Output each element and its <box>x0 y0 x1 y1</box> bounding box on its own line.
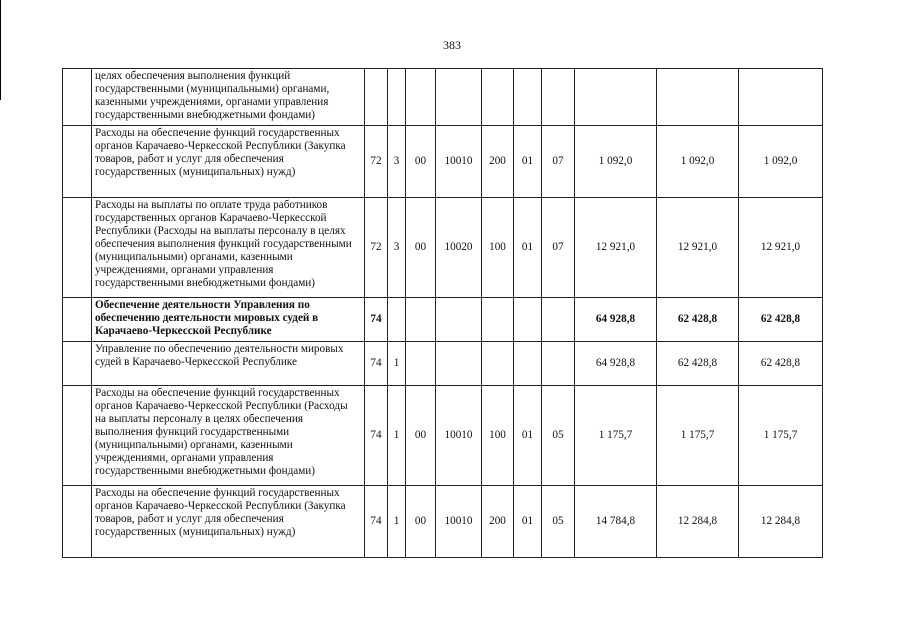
description-cell: Обеспечение деятельности Управления по обеспечению деятельности мировых судей в Карачаево-Черкесской Республике <box>92 298 365 342</box>
subprogram-code-cell <box>406 69 436 126</box>
expense-type-cell <box>482 69 514 126</box>
amount-year3-cell: 12 921,0 <box>739 198 823 298</box>
amount-year1-cell: 64 928,8 <box>575 342 657 386</box>
program-code-cell <box>388 298 406 342</box>
description-cell: Расходы на выплаты по оплате труда работников государственных органов Карачаево-Черкесской Республики (Расходы на выплаты персоналу в целях обеспечения выполнения функций государственными (муниципальными) органами, казенными учреждениями, органами управления государственными внебюджетными фондами) <box>92 198 365 298</box>
row-index-cell <box>63 342 92 386</box>
program-code-cell: 1 <box>388 386 406 486</box>
program-code-cell: 1 <box>388 342 406 386</box>
subsection-cell: 05 <box>542 486 575 558</box>
amount-year3-cell: 1 092,0 <box>739 126 823 198</box>
section-cell <box>514 69 542 126</box>
amount-year2-cell: 12 921,0 <box>657 198 739 298</box>
subsection-cell: 05 <box>542 386 575 486</box>
table-row <box>63 126 823 198</box>
expense-type-cell: 100 <box>482 386 514 486</box>
section-cell: 01 <box>514 486 542 558</box>
table-row <box>63 198 823 298</box>
amount-year2-cell: 62 428,8 <box>657 298 739 342</box>
subsection-cell <box>542 298 575 342</box>
description-cell: Расходы на обеспечение функций государственных органов Карачаево-Черкесской Республики (Закупка товаров, работ и услуг для обеспечения государственных (муниципальных) нужд) <box>92 126 365 198</box>
amount-year2-cell: 12 284,8 <box>657 486 739 558</box>
amount-year3-cell: 62 428,8 <box>739 298 823 342</box>
amount-year1-cell <box>575 69 657 126</box>
description-cell: Расходы на обеспечение функций государственных органов Карачаево-Черкесской Республики (Расходы на выплаты персоналу в целях обеспечения выполнения функций государственными (муниципальными) органами, казенными учреждениями, органами управления государственными внебюджетными фондами) <box>92 386 365 486</box>
section-cell <box>514 298 542 342</box>
table-row <box>63 69 823 126</box>
direction-code-cell: 10010 <box>436 486 482 558</box>
subsection-cell: 07 <box>542 126 575 198</box>
admin-code-cell: 74 <box>365 486 388 558</box>
subprogram-code-cell: 00 <box>406 486 436 558</box>
amount-year2-cell <box>657 69 739 126</box>
row-index-cell <box>63 126 92 198</box>
amount-year3-cell: 62 428,8 <box>739 342 823 386</box>
table-row <box>63 386 823 486</box>
row-index-cell <box>63 298 92 342</box>
direction-code-cell: 10010 <box>436 126 482 198</box>
expense-type-cell: 200 <box>482 126 514 198</box>
program-code-cell: 1 <box>388 486 406 558</box>
amount-year1-cell: 1 175,7 <box>575 386 657 486</box>
admin-code-cell: 74 <box>365 298 388 342</box>
amount-year3-cell <box>739 69 823 126</box>
section-cell <box>514 342 542 386</box>
direction-code-cell: 10020 <box>436 198 482 298</box>
amount-year2-cell: 62 428,8 <box>657 342 739 386</box>
row-index-cell <box>63 198 92 298</box>
subprogram-code-cell: 00 <box>406 126 436 198</box>
subprogram-code-cell: 00 <box>406 198 436 298</box>
description-cell: Расходы на обеспечение функций государственных органов Карачаево-Черкесской Республики (Закупка товаров, работ и услуг для обеспечения государственных (муниципальных) нужд) <box>92 486 365 558</box>
amount-year2-cell: 1 175,7 <box>657 386 739 486</box>
section-cell: 01 <box>514 198 542 298</box>
page-number: 383 <box>443 38 461 52</box>
row-index-cell <box>63 69 92 126</box>
subsection-cell: 07 <box>542 198 575 298</box>
budget-table <box>62 68 823 558</box>
admin-code-cell: 74 <box>365 342 388 386</box>
expense-type-cell: 200 <box>482 486 514 558</box>
subsection-cell <box>542 342 575 386</box>
direction-code-cell <box>436 342 482 386</box>
direction-code-cell <box>436 298 482 342</box>
program-code-cell <box>388 69 406 126</box>
amount-year2-cell: 1 092,0 <box>657 126 739 198</box>
expense-type-cell: 100 <box>482 198 514 298</box>
amount-year1-cell: 12 921,0 <box>575 198 657 298</box>
direction-code-cell <box>436 69 482 126</box>
admin-code-cell: 72 <box>365 198 388 298</box>
admin-code-cell: 72 <box>365 126 388 198</box>
amount-year3-cell: 1 175,7 <box>739 386 823 486</box>
admin-code-cell: 74 <box>365 386 388 486</box>
subprogram-code-cell <box>406 298 436 342</box>
row-index-cell <box>63 386 92 486</box>
subprogram-code-cell: 00 <box>406 386 436 486</box>
direction-code-cell: 10010 <box>436 386 482 486</box>
table-row <box>63 342 823 386</box>
amount-year1-cell: 64 928,8 <box>575 298 657 342</box>
table-row <box>63 486 823 558</box>
description-cell: Управление по обеспечению деятельности мировых судей в Карачаево-Черкесской Республике <box>92 342 365 386</box>
subsection-cell <box>542 69 575 126</box>
program-code-cell: 3 <box>388 126 406 198</box>
expense-type-cell <box>482 342 514 386</box>
expense-type-cell <box>482 298 514 342</box>
section-cell: 01 <box>514 386 542 486</box>
row-index-cell <box>63 486 92 558</box>
amount-year1-cell: 1 092,0 <box>575 126 657 198</box>
program-code-cell: 3 <box>388 198 406 298</box>
amount-year1-cell: 14 784,8 <box>575 486 657 558</box>
table-row <box>63 298 823 342</box>
subprogram-code-cell <box>406 342 436 386</box>
admin-code-cell <box>365 69 388 126</box>
description-cell: целях обеспечения выполнения функций государственными (муниципальными) органами, казенными учреждениями, органами управления государственными внебюджетными фондами) <box>92 69 365 126</box>
section-cell: 01 <box>514 126 542 198</box>
amount-year3-cell: 12 284,8 <box>739 486 823 558</box>
